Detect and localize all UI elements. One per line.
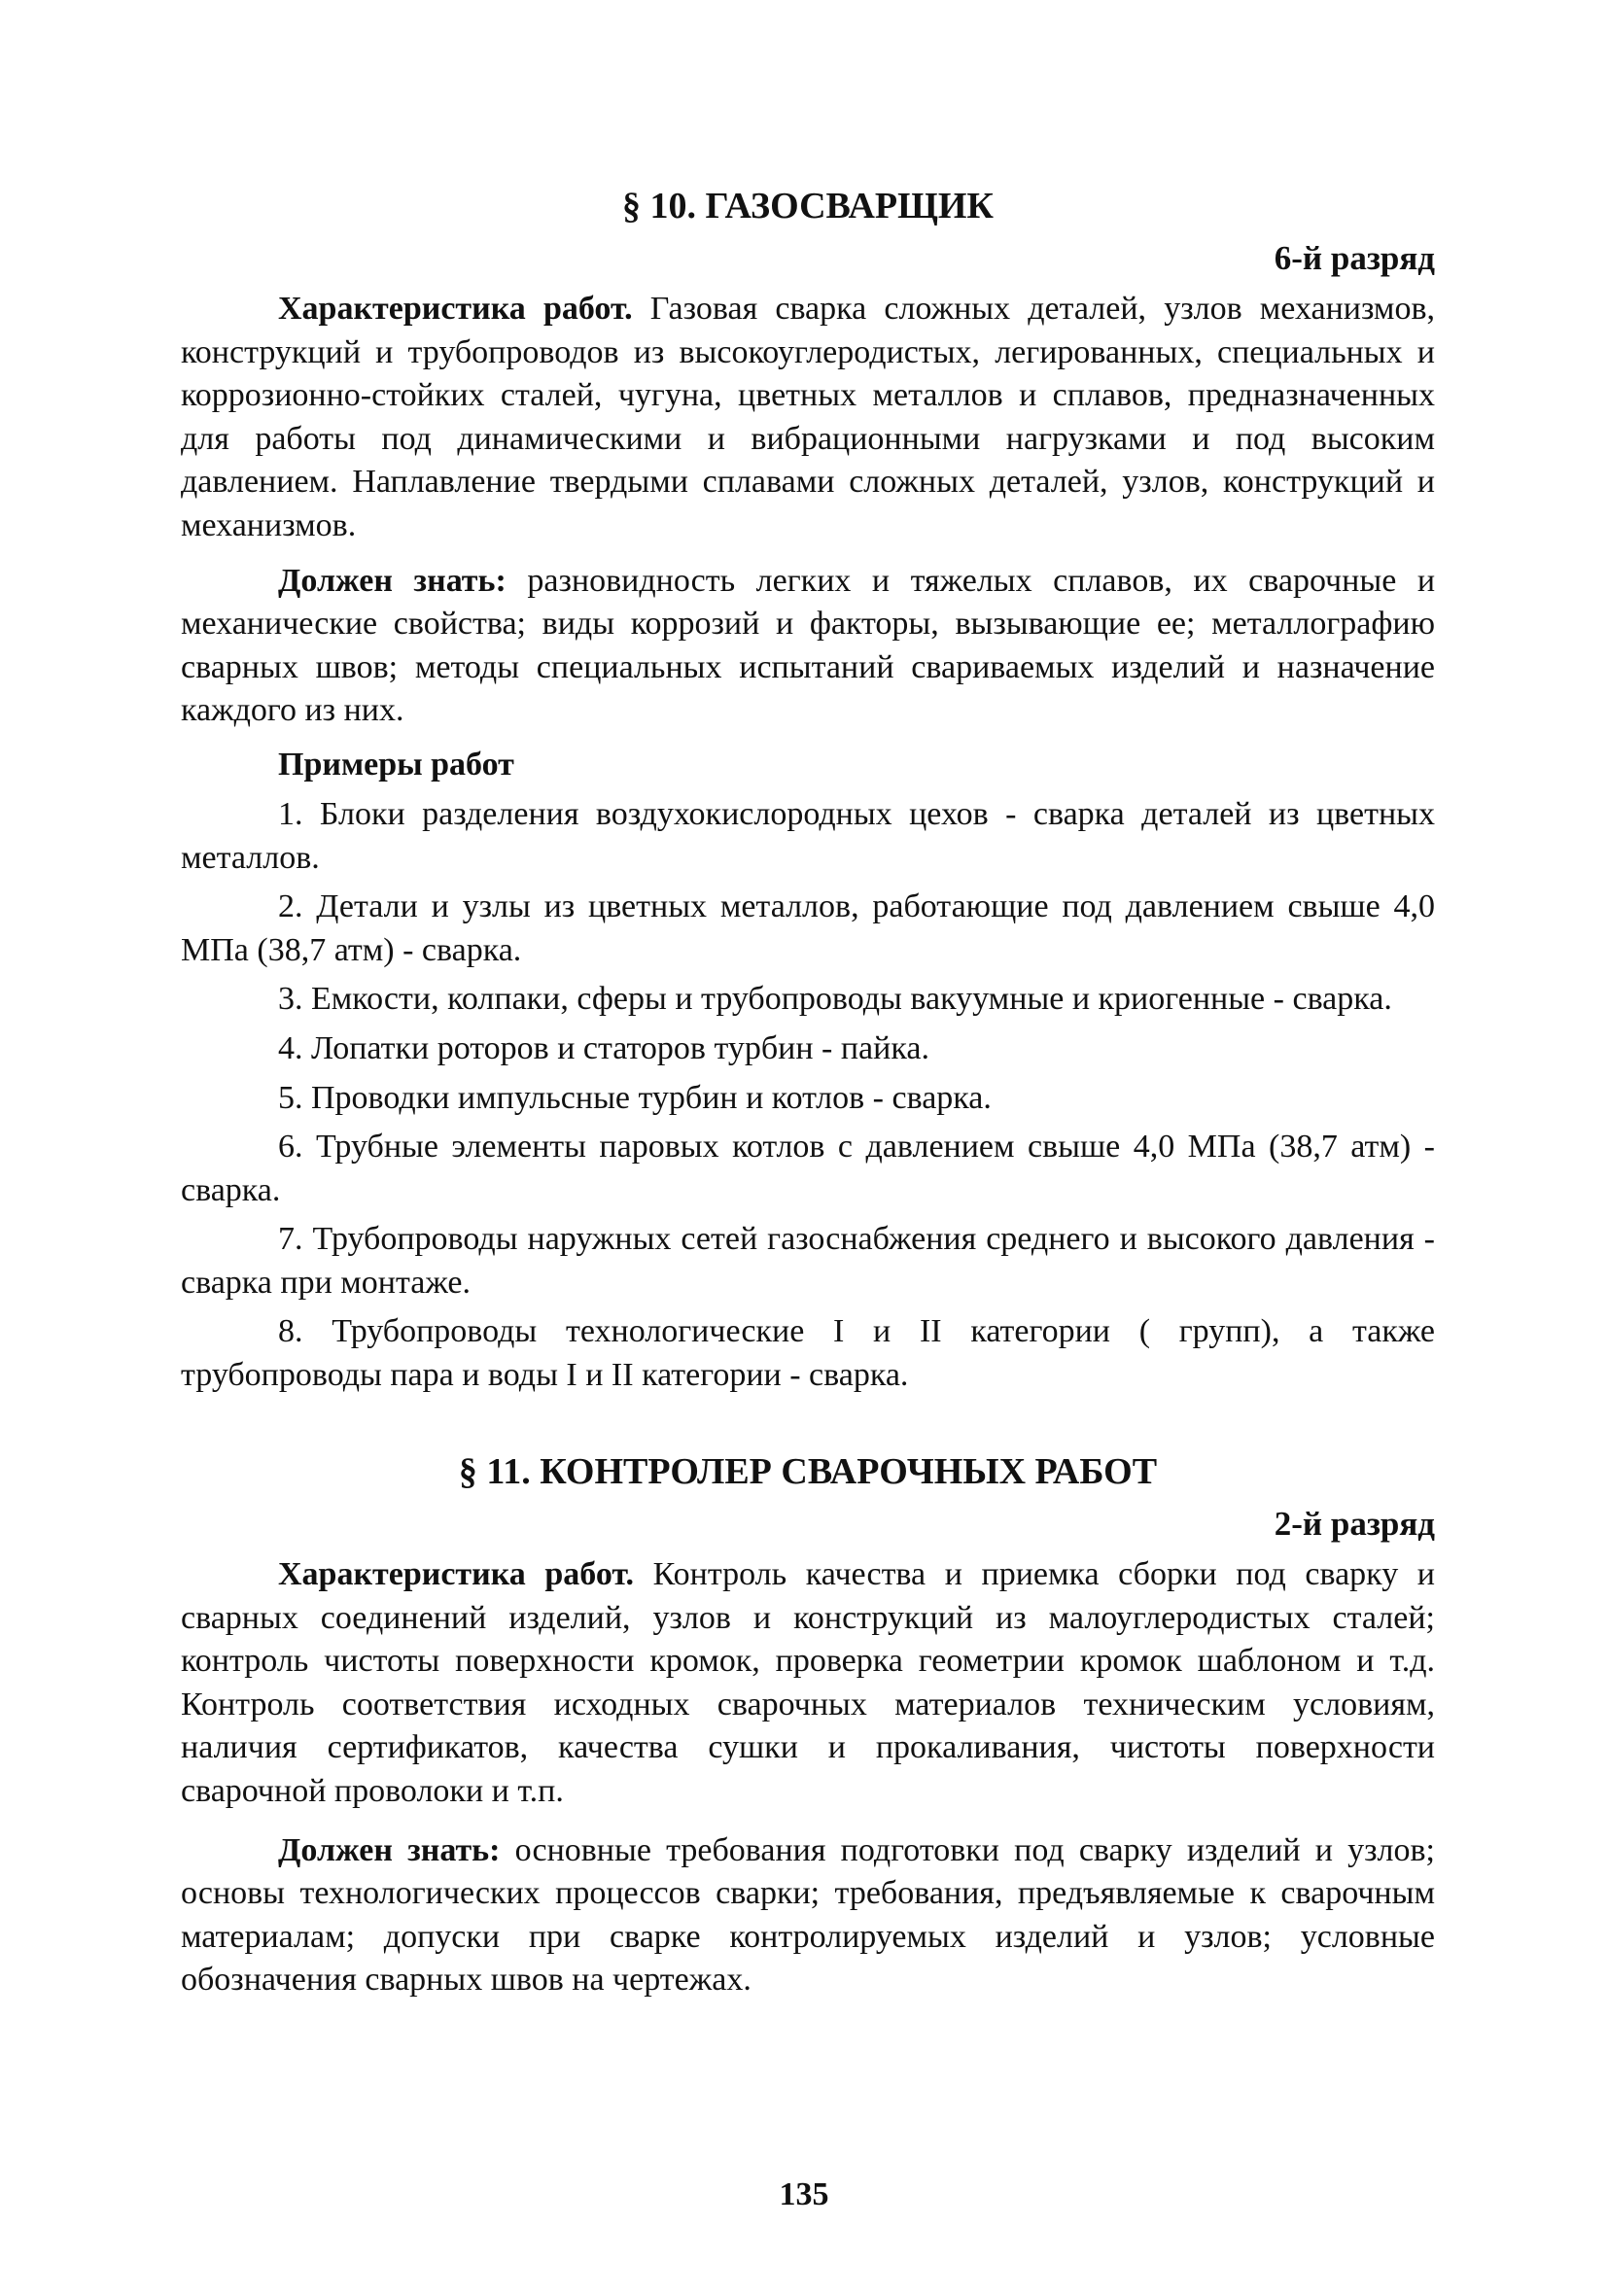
section-10-knowledge (181, 560, 1435, 733)
section-11-knowledge (181, 1829, 1435, 2002)
characteristics-text: Газовая сварка сложных деталей, узлов механизмов, конструкций и трубопроводов из высокоуглеродистых, легированных, специальных и коррозионно-стойких сталей, чугуна, цветных металлов и сплавов, предназначенных для работы под динамическими и вибрационными нагрузками и под высоким давлением. Наплавление твердыми сплавами сложных деталей, узлов, конструкций и механизмов. (181, 291, 1435, 543)
example-item: 6. Трубные элементы паровых котлов с давлением свыше 4,0 МПа (38,7 атм) - сварка. (181, 1129, 1435, 1208)
example-item: 2. Детали и узлы из цветных металлов, работающие под давлением свыше 4,0 МПа (38,7 атм) - сварка. (181, 888, 1435, 968)
characteristics-label: Характеристика работ. (278, 1556, 635, 1592)
section-10-heading: § 10. ГАЗОСВАРЩИК (621, 186, 994, 226)
knowledge-label: Должен знать: (278, 562, 507, 599)
example-item: 3. Емкости, колпаки, сферы и трубопроводы вакуумные и криогенные - сварка. (278, 981, 1392, 1018)
section-11-grade: 2-й разряд (1274, 1505, 1435, 1543)
knowledge-text: разновидность легких и тяжелых сплавов, их сварочные и механические свойства; виды коррозий и факторы, вызывающие ее; металлографию сварных швов; методы специальных испытаний свариваемых изделий и назначение каждого из них. (181, 562, 1436, 729)
example-item: 7. Трубопроводы наружных сетей газоснабжения среднего и высокого давления - сварка при монтаже. (181, 1221, 1435, 1301)
examples-heading: Примеры работ (278, 746, 514, 783)
example-item: 8. Трубопроводы технологические I и II категории ( групп), а также трубопроводы пара и воды I и II категории - сварка. (181, 1313, 1435, 1394)
characteristics-text: Контроль качества и приемка сборки под сварку и сварных соединений изделий, узлов и конструкций из малоуглеродистых сталей; контроль чистоты поверхности кромок, проверка геометрии кромок шаблоном и т.д. Контроль соответствия исходных сварочных материалов техническим условиям, наличия сертификатов, качества сушки и прокаливания, чистоты поверхности сварочной проволоки и т.п. (181, 1556, 1435, 1809)
section-10 (181, 181, 1435, 1398)
examples-list (181, 793, 1435, 1398)
section-10-characteristics (181, 288, 1435, 548)
section-10-grade: 6-й разряд (1274, 239, 1435, 277)
example-item: 1. Блоки разделения воздухокислородных цехов - сварка деталей из цветных металлов. (181, 795, 1435, 876)
characteristics-label: Характеристика работ. (278, 291, 633, 327)
section-11-heading: § 11. КОНТРОЛЕР СВАРОЧНЫХ РАБОТ (458, 1451, 1158, 1492)
section-11 (181, 1446, 1435, 2002)
section-11-characteristics (181, 1553, 1435, 1814)
example-item: 4. Лопатки роторов и статоров турбин - пайка. (278, 1029, 929, 1066)
knowledge-label: Должен знать: (278, 1831, 501, 1868)
page-number: 135 (779, 2176, 829, 2212)
example-item: 5. Проводки импульсные турбин и котлов - сварка. (278, 1079, 992, 1116)
knowledge-text: основные требования подготовки под сварку изделий и узлов; основы технологических процессов сварки; требования, предъявляемые к сварочным материалам; допуски при сварке контролируемых изделий и узлов; условные обозначения сварных швов на чертежах. (181, 1831, 1436, 1999)
